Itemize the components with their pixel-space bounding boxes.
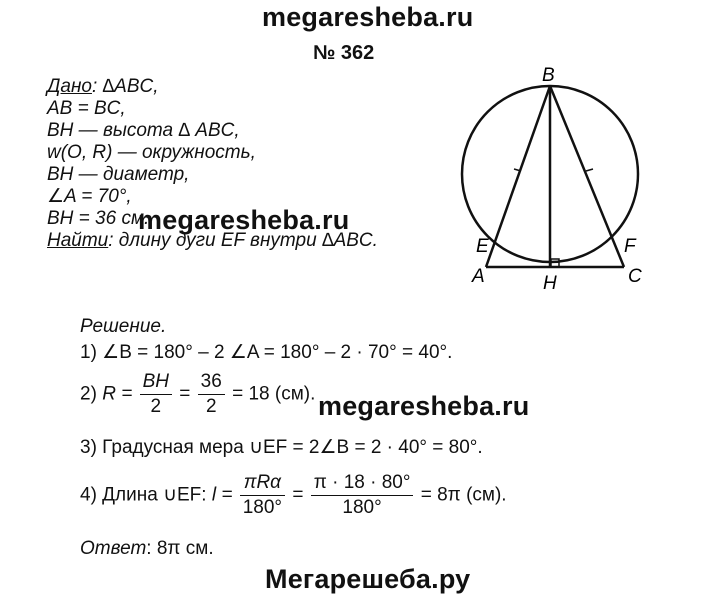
given-line-4: w(O, R) — окружность, [47,142,256,163]
given-line-6: ∠A = 70°, [47,186,132,207]
watermark-bottom: Мегарешеба.ру [265,564,471,594]
label-b: B [542,66,555,86]
given-line-5: BH — диаметр, [47,164,190,185]
problem-number: № 362 [313,42,375,64]
answer-line: Ответ: 8π см. [80,538,214,559]
label-e: E [476,236,489,257]
given-line-3: BH — высота ∆ ABC, [47,120,240,141]
fraction-arc-length-formula: $\frac{\text{πRα}}{180^\circ}$ [240,472,285,519]
answer-label: Ответ [80,538,147,559]
fraction-36-over-2: $\frac{36}{2}$ [198,371,225,418]
watermark-top: megaresheba.ru [262,2,474,32]
given-line-2: AB = BC, [47,98,126,119]
given-line-1: Дано: ∆ABC, [47,76,159,97]
label-h: H [543,273,557,294]
solution-step-3: 3) Градусная мера ∪EF = 2∠B = 2 · 40° = 80°. [80,437,483,458]
side-ab [486,86,550,267]
solution-step-1: 1) ∠B = 180° – 2 ∠A = 180° – 2 · 70° = 40°. [80,342,453,363]
watermark-mid: megaresheba.ru [138,205,350,235]
solution-heading: Решение. [80,316,167,337]
tick-mark-bc [586,169,593,171]
geometry-figure [440,66,660,296]
solution-step-4: 4) Длина ∪EF: l = $\frac{\text{πRα}}{180^\circ}$ = $\frac{\pi \cdot 18 \cdot 80^\circ}{180^\circ}$ = 8π (см). [80,472,507,518]
given-label: Дано [47,76,92,97]
watermark-bottom-right: megaresheba.ru [318,391,530,421]
given-line-7: BH = 36 см. [47,208,150,229]
find-label: Найти [47,230,109,251]
label-a: A [472,266,485,287]
fraction-arc-length-values: $\frac{\pi \cdot 18 \cdot 80^\circ}{180^\circ}$ [311,472,414,519]
fraction-bh-over-2: $\frac{BH}{2}$ [140,371,172,418]
find-line: Найти: длину дуги EF внутри ∆ABC. [47,230,378,251]
label-f: F [624,236,636,257]
solution-step-2: 2) R = $\frac{BH}{2}$ = $\frac{36}{2}$ = 18 (см). [80,371,316,417]
label-c: C [628,266,642,287]
